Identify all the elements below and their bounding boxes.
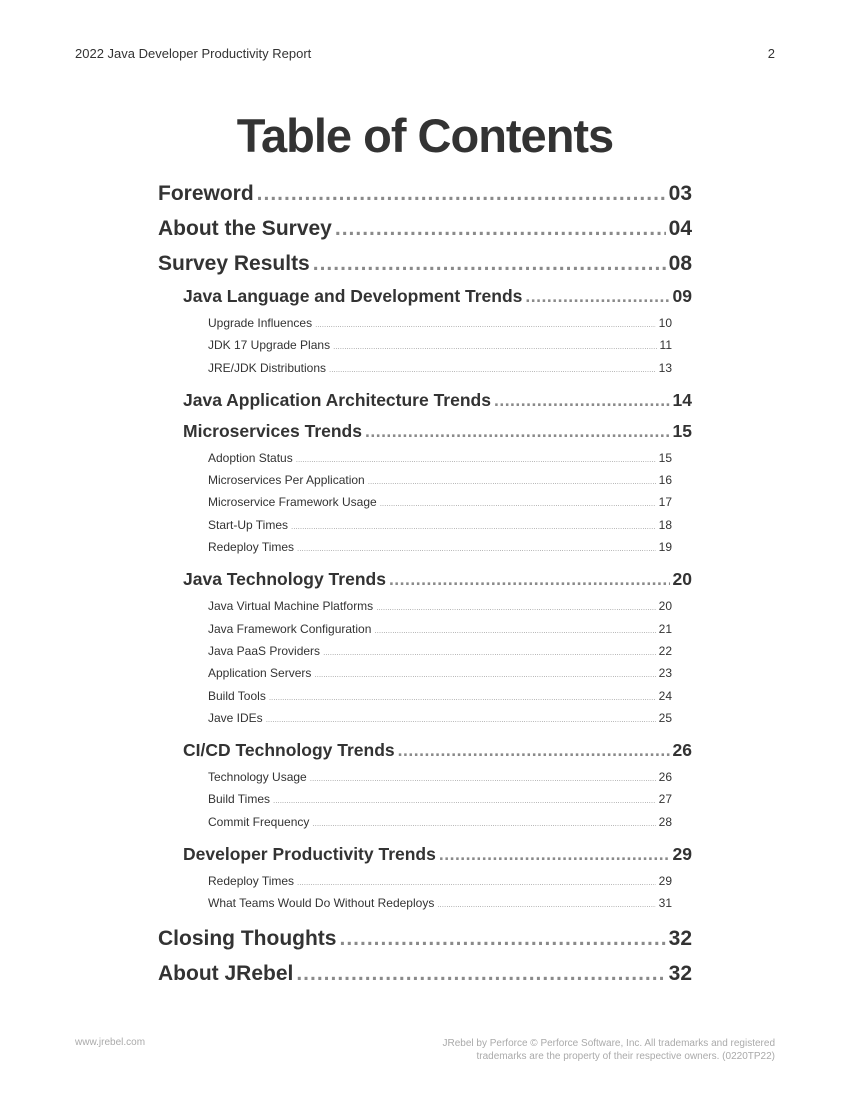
toc-entry-page-number: 03 — [668, 182, 692, 205]
toc-entry-label: JRE/JDK Distributions — [208, 360, 327, 375]
toc-entry-page-number: 04 — [668, 217, 692, 240]
toc-entry-level-3[interactable] — [208, 870, 672, 892]
toc-entry-label: Survey Results — [158, 252, 310, 275]
toc-leader-dots — [389, 564, 670, 595]
toc-entry-label: Build Times — [208, 792, 271, 807]
toc-entry-label: Java Language and Development Trends — [183, 286, 523, 306]
toc-entry-level-3[interactable] — [208, 595, 672, 617]
toc-entry-level-3[interactable] — [208, 618, 672, 640]
toc-leader-dots — [329, 359, 656, 379]
toc-entry-label: Jave IDEs — [208, 710, 263, 725]
toc-entry-label: Microservices Trends — [183, 420, 362, 441]
toc-entry-page-number: 23 — [658, 666, 672, 681]
toc-entry-label: Redeploy Times — [208, 874, 295, 889]
toc-entry-page-number: 32 — [668, 926, 692, 950]
toc-entry-page-number: 14 — [672, 389, 692, 410]
toc-entry-level-3[interactable] — [208, 892, 672, 914]
toc-leader-dots — [291, 516, 656, 536]
toc-leader-dots — [376, 597, 655, 617]
toc-leader-dots — [297, 872, 656, 892]
page-number: 2 — [767, 46, 775, 61]
toc-entry-page-number: 15 — [672, 420, 692, 441]
toc-entry-label: Java Framework Configuration — [208, 621, 372, 636]
toc-leader-dots — [296, 956, 665, 991]
toc-leader-dots — [323, 642, 656, 662]
toc-entry-level-3[interactable] — [208, 662, 672, 684]
toc-leader-dots — [335, 211, 666, 246]
toc-entry-label: Adoption Status — [208, 450, 293, 465]
footer-website-link[interactable]: www.jrebel.com — [75, 1037, 146, 1048]
toc-entry-label: Commit Frequency — [208, 814, 310, 829]
toc-entry-page-number: 08 — [668, 252, 692, 275]
toc-entry-label: Microservice Framework Usage — [208, 495, 377, 510]
toc-entry-label: Technology Usage — [208, 770, 307, 785]
toc-leader-dots — [525, 281, 669, 312]
report-title: 2022 Java Developer Productivity Report — [75, 46, 312, 61]
toc-entry-label: Closing Thoughts — [158, 926, 337, 950]
toc-entry-level-2[interactable] — [183, 416, 692, 447]
toc-entry-label: Upgrade Influences — [208, 316, 313, 330]
toc-leader-dots — [273, 790, 656, 810]
toc-leader-dots — [365, 416, 670, 447]
toc-leader-dots — [313, 246, 666, 281]
toc-entry-label: CI/CD Technology Trends — [183, 740, 395, 761]
toc-entry-level-3[interactable] — [208, 357, 672, 379]
toc-entry-page-number: 24 — [658, 688, 672, 703]
toc-entry-level-3[interactable] — [208, 469, 672, 491]
toc-entry-level-1[interactable] — [158, 211, 692, 246]
toc-entry-level-3[interactable] — [208, 514, 672, 536]
toc-entry-page-number: 27 — [658, 792, 672, 807]
toc-entry-level-3[interactable] — [208, 766, 672, 788]
toc-entry-page-number: 22 — [658, 643, 672, 658]
toc-entry-page-number: 09 — [672, 286, 692, 306]
toc-entry-page-number: 31 — [658, 896, 672, 911]
toc-entry-label: Java Virtual Machine Platforms — [208, 599, 374, 614]
toc-entry-label: Redeploy Times — [208, 540, 295, 555]
toc-entry-label: About JRebel — [158, 961, 294, 985]
toc-entry-level-3[interactable] — [208, 312, 672, 334]
toc-entry-label: Foreword — [158, 182, 254, 205]
toc-entry-level-3[interactable] — [208, 334, 672, 356]
toc-leader-dots — [314, 664, 655, 684]
toc-leader-dots — [297, 538, 656, 558]
toc-entry-level-2[interactable] — [183, 385, 692, 416]
toc-entry-page-number: 28 — [658, 814, 672, 829]
toc-leader-dots — [296, 449, 656, 469]
toc-entry-page-number: 20 — [658, 599, 672, 614]
toc-entry-label: JDK 17 Upgrade Plans — [208, 338, 331, 353]
toc-entry-page-number: 21 — [658, 621, 672, 636]
toc-entry-level-3[interactable] — [208, 811, 672, 833]
toc-leader-dots — [266, 709, 656, 729]
toc-entry-page-number: 29 — [658, 874, 672, 889]
toc-leader-dots — [339, 921, 665, 956]
toc-leader-dots — [315, 314, 656, 334]
toc-entry-page-number: 15 — [658, 450, 672, 465]
toc-entry-level-3[interactable] — [208, 536, 672, 558]
table-of-contents — [158, 176, 692, 991]
toc-entry-level-3[interactable] — [208, 788, 672, 810]
toc-entry-page-number: 11 — [659, 338, 672, 353]
toc-entry-label: Start-Up Times — [208, 517, 289, 532]
toc-entry-page-number: 20 — [672, 569, 692, 590]
toc-leader-dots — [494, 385, 670, 416]
footer-legal-text — [442, 1037, 775, 1063]
toc-entry-page-number: 29 — [672, 844, 692, 865]
toc-entry-label: Build Tools — [208, 688, 266, 703]
toc-entry-level-2[interactable] — [183, 839, 692, 870]
toc-leader-dots — [398, 735, 670, 766]
toc-entry-page-number: 26 — [658, 770, 672, 785]
toc-leader-dots — [333, 336, 656, 356]
toc-entry-level-1[interactable] — [158, 246, 692, 281]
footer-legal-line-1: JRebel by Perforce © Perforce Software, Inc. All trademarks and registered — [442, 1038, 775, 1049]
toc-entry-level-1[interactable] — [158, 176, 692, 211]
toc-entry-label: About the Survey — [158, 217, 332, 240]
toc-leader-dots — [380, 493, 656, 513]
toc-entry-level-2[interactable] — [183, 735, 692, 766]
toc-entry-level-3[interactable] — [208, 447, 672, 469]
toc-entry-level-3[interactable] — [208, 491, 672, 513]
toc-entry-label: Java Technology Trends — [183, 569, 386, 590]
toc-entry-level-2[interactable] — [183, 564, 692, 595]
toc-leader-dots — [312, 813, 655, 833]
toc-leader-dots — [310, 768, 656, 788]
toc-entry-page-number: 10 — [658, 316, 672, 330]
toc-entry-level-3[interactable] — [208, 685, 672, 707]
toc-entry-label: Java Application Architecture Trends — [183, 389, 491, 410]
toc-entry-page-number: 25 — [658, 710, 672, 725]
toc-entry-level-3[interactable] — [208, 707, 672, 729]
toc-entry-page-number: 17 — [658, 495, 672, 510]
toc-entry-page-number: 16 — [658, 473, 672, 488]
toc-entry-page-number: 19 — [658, 540, 672, 555]
toc-entry-label: What Teams Would Do Without Redeploys — [208, 896, 435, 911]
toc-entry-page-number: 13 — [658, 360, 672, 375]
toc-entry-level-3[interactable] — [208, 640, 672, 662]
toc-leader-dots — [437, 894, 655, 914]
toc-entry-page-number: 26 — [672, 740, 692, 761]
toc-leader-dots — [368, 471, 656, 491]
toc-entry-level-1[interactable] — [158, 921, 692, 956]
toc-entry-page-number: 32 — [668, 961, 692, 985]
toc-entry-level-1[interactable] — [158, 956, 692, 991]
toc-entry-label: Microservices Per Application — [208, 473, 365, 488]
toc-entry-label: Developer Productivity Trends — [183, 844, 436, 865]
page-title: Table of Contents — [236, 109, 614, 162]
toc-leader-dots — [269, 687, 656, 707]
footer-legal-line-2: trademarks are the property of their respective owners. (0220TP22) — [476, 1051, 775, 1062]
toc-leader-dots — [439, 839, 670, 870]
toc-leader-dots — [257, 176, 666, 211]
toc-entry-label: Java PaaS Providers — [208, 643, 321, 658]
toc-leader-dots — [374, 620, 655, 640]
toc-entry-page-number: 18 — [658, 517, 672, 532]
toc-entry-label: Application Servers — [208, 666, 312, 681]
toc-entry-level-2[interactable] — [183, 281, 692, 312]
